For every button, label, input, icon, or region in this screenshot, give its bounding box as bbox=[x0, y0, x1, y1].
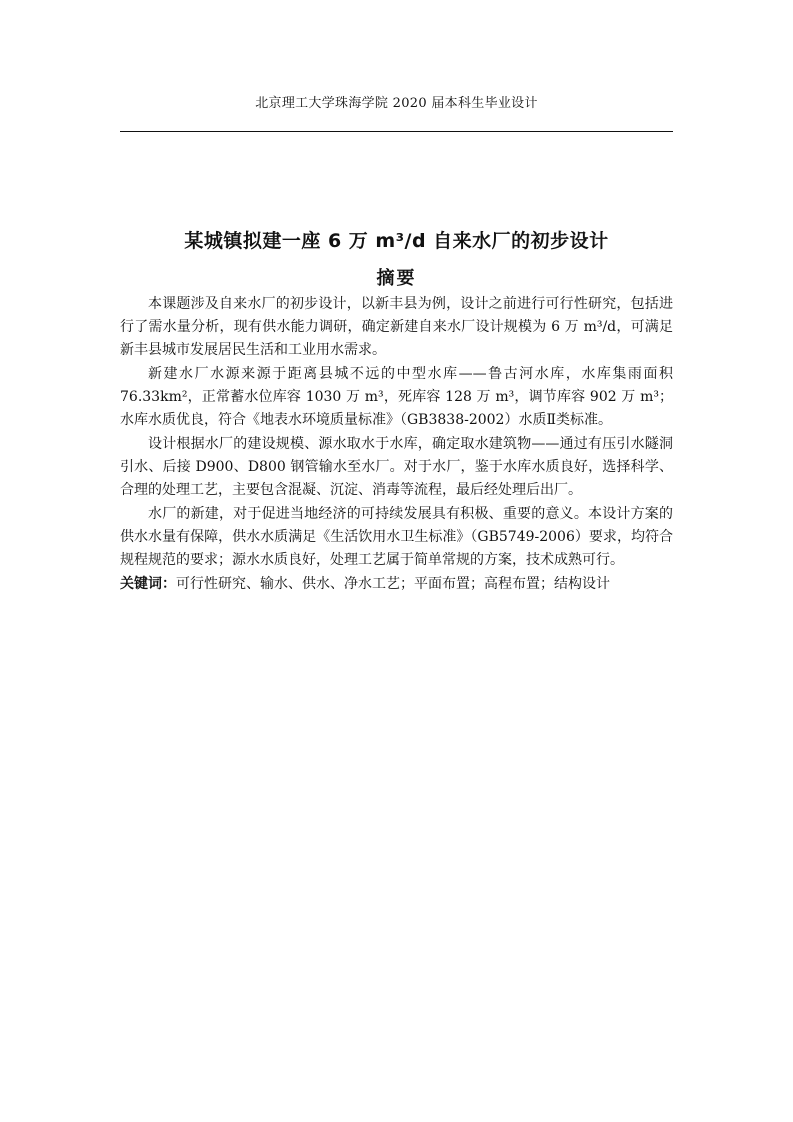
abstract-paragraph: 本课题涉及自来水厂的初步设计，以新丰县为例，设计之前进行可行性研究，包括进行了需水量分析，现有供水能力调研，确定新建自来水厂设计规模为 6 万 m³/d，可满足新丰县城市发展居民生活和工业用水需求。 bbox=[120, 296, 673, 358]
abstract-paragraph: 水厂的新建，对于促进当地经济的可持续发展具有积极、重要的意义。本设计方案的供水水量有保障，供水水质满足《生活饮用水卫生标准》（GB5749-2006）要求，均符合规程规范的要求；源水水质良好，处理工艺属于简单常规的方案，技术成熟可行。 bbox=[120, 506, 673, 568]
abstract-paragraph: 新建水厂水源来源于距离县城不远的中型水库——鲁古河水库，水库集雨面积 76.33km²，正常蓄水位库容 1030 万 m³，死库容 128 万 m³，调节库容 902 万 m³；水库水质优良，符合《地表水环境质量标准》（GB3838-2002）水质Ⅱ类标准。 bbox=[120, 366, 673, 428]
running-header: 北京理工大学珠海学院 2020 届本科生毕业设计 bbox=[255, 96, 538, 111]
thesis-title: 某城镇拟建一座 6 万 m³/d 自来水厂的初步设计 bbox=[184, 230, 609, 252]
header-divider bbox=[120, 131, 673, 132]
keywords-label: 关键词： bbox=[120, 576, 176, 592]
abstract-paragraph: 设计根据水厂的建设规模、源水取水于水库，确定取水建筑物——通过有压引水隧洞引水、后接 D900、D800 钢管输水至水厂。对于水厂，鉴于水库水质良好，选择科学、合理的处理工艺，主要包含混凝、沉淀、消毒等流程，最后经处理后出厂。 bbox=[120, 436, 673, 498]
abstract-heading: 摘要 bbox=[376, 268, 417, 289]
keywords-line bbox=[120, 573, 673, 596]
abstract-body bbox=[120, 293, 673, 597]
keywords-text: 可行性研究、输水、供水、净水工艺；平面布置；高程布置；结构设计 bbox=[176, 576, 610, 592]
